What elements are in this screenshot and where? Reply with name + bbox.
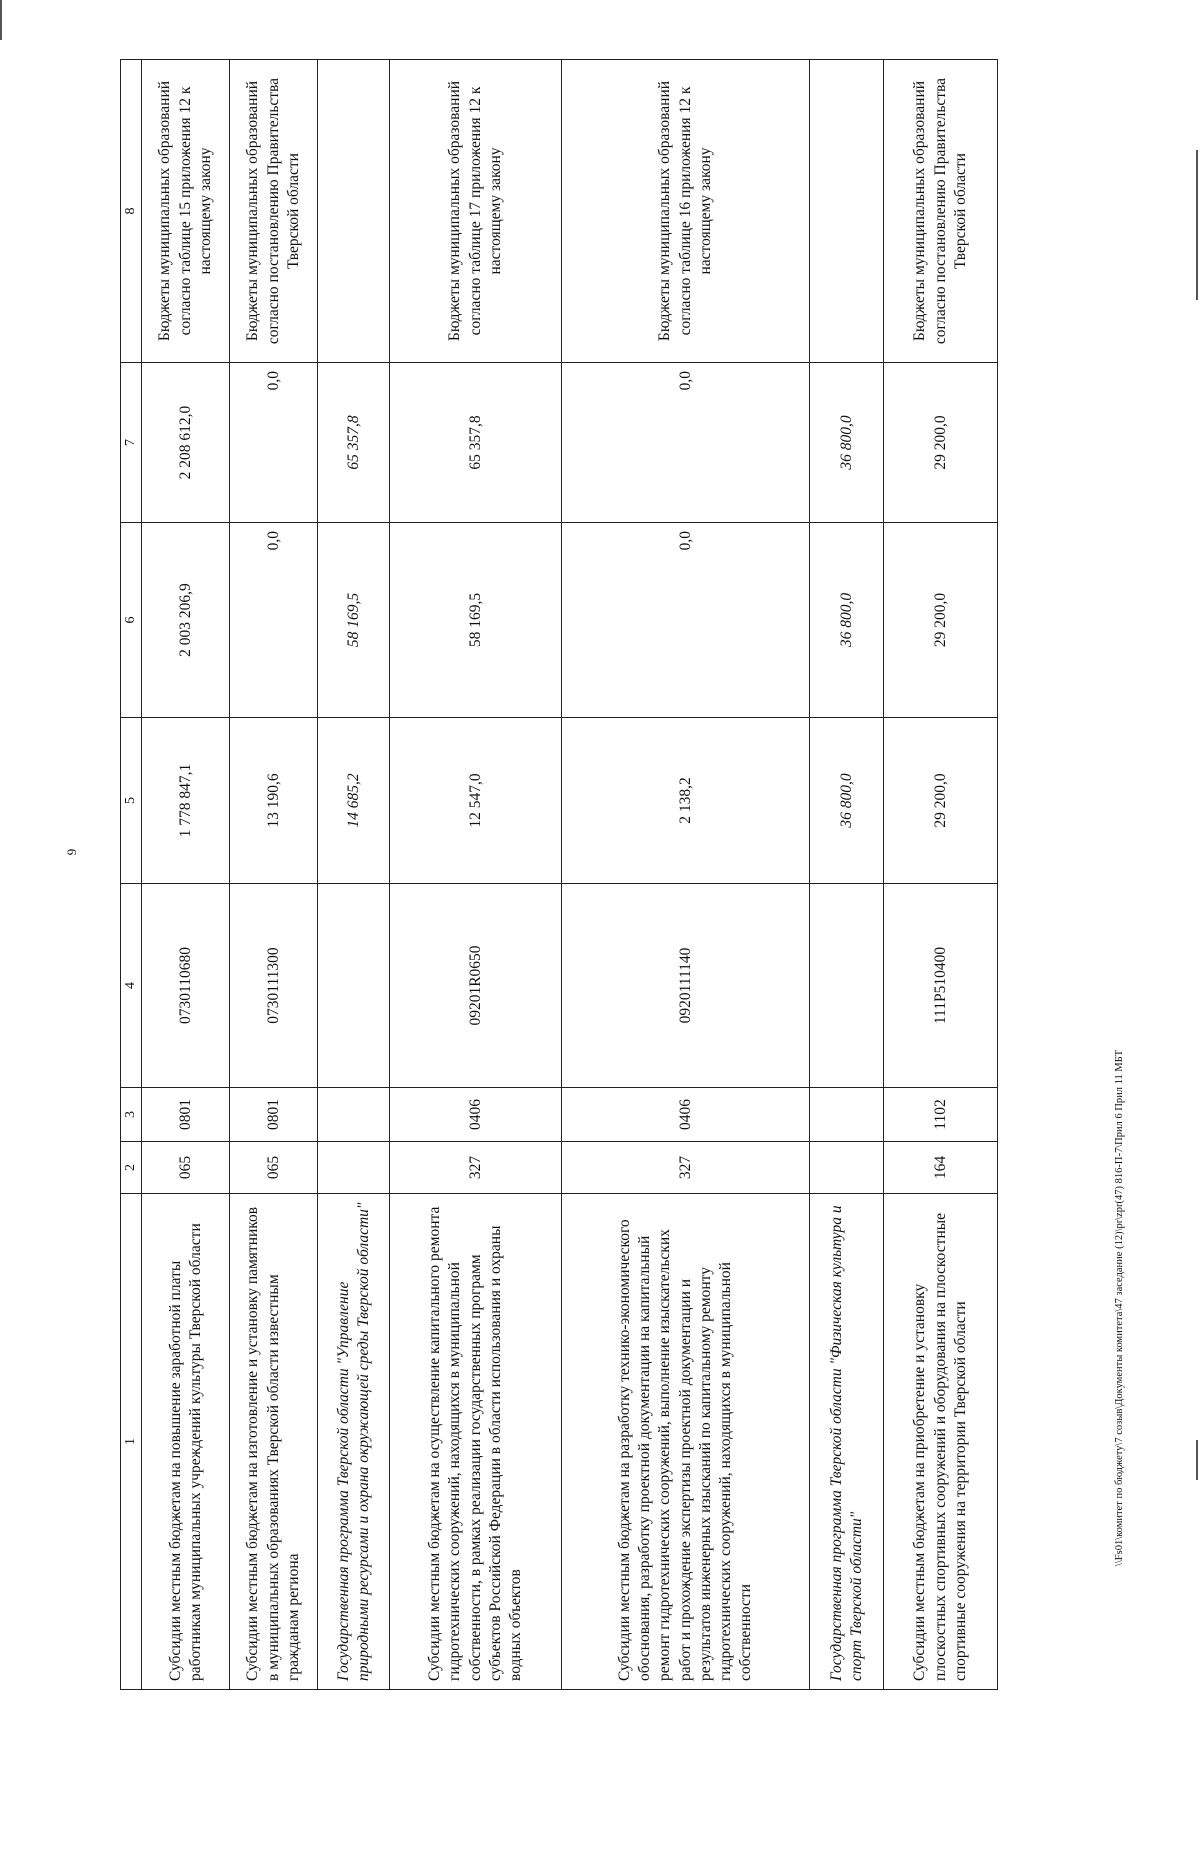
- amount-year-2: 58 169,5: [390, 523, 562, 718]
- binding-mark: [1196, 150, 1198, 300]
- target-code: [318, 884, 390, 1088]
- section-code: [810, 1088, 884, 1142]
- section-code: 1102: [884, 1088, 998, 1142]
- section-code: [318, 1088, 390, 1142]
- admin-code: 065: [142, 1142, 230, 1194]
- section-code: 0801: [230, 1088, 318, 1142]
- row-name: Субсидии местным бюджетам на приобретение и установку плоскостных спортивных сооружений и оборудования на плоскостные спортивные сооружения на территории Тверской области: [884, 1194, 998, 1690]
- admin-code: 065: [230, 1142, 318, 1194]
- amount-year-1: 13 190,6: [230, 718, 318, 884]
- amount-year-1: 12 547,0: [390, 718, 562, 884]
- table-row: [390, 60, 562, 1690]
- program-name: Государственная программа Тверской области "Физическая культура и спорт Тверской области": [810, 1194, 884, 1690]
- program-name: Государственная программа Тверской области "Управление природными ресурсами и охрана окружающей среды Тверской области": [318, 1194, 390, 1690]
- recipient: Бюджеты муниципальных образований согласно таблице 15 приложения 12 к настоящему закону: [142, 60, 230, 363]
- subsidies-table: [120, 59, 998, 1690]
- amount-year-3: 2 208 612,0: [142, 363, 230, 523]
- binding-mark: [1196, 1440, 1198, 1480]
- target-code: 111P510400: [884, 884, 998, 1088]
- recipient: Бюджеты муниципальных образований согласно постановлению Правительства Тверской области: [884, 60, 998, 363]
- amount-year-2: 2 003 206,9: [142, 523, 230, 718]
- column-number-row: [121, 60, 142, 1690]
- amount-year-1: 14 685,2: [318, 718, 390, 884]
- recipient: [318, 60, 390, 363]
- section-code: 0801: [142, 1088, 230, 1142]
- target-code: 0730110680: [142, 884, 230, 1088]
- section-code: 0406: [390, 1088, 562, 1142]
- table-row: [810, 60, 884, 1690]
- admin-code: [318, 1142, 390, 1194]
- section-code: 0406: [562, 1088, 810, 1142]
- amount-year-3: 65 357,8: [390, 363, 562, 523]
- amount-year-3: 0,0: [230, 363, 318, 523]
- row-name: Субсидии местным бюджетам на повышение заработной платы работникам муниципальных учреждений культуры Тверской области: [142, 1194, 230, 1690]
- amount-year-1: 1 778 847,1: [142, 718, 230, 884]
- admin-code: 164: [884, 1142, 998, 1194]
- amount-year-2: 0,0: [230, 523, 318, 718]
- amount-year-1: 36 800,0: [810, 718, 884, 884]
- target-code: 0920111140: [562, 884, 810, 1088]
- column-header: 1: [121, 1194, 142, 1690]
- file-path-footer: \\Fs01\комитет по бюджету\7 созыв\Документы комитета\47 заседание (12)\pr\zpr(47) 816-П-7\Прил 6 Прил 11 МБТ: [1114, 1049, 1125, 1567]
- column-header: 3: [121, 1088, 142, 1142]
- table-row: [230, 60, 318, 1690]
- amount-year-1: 2 138,2: [562, 718, 810, 884]
- table-region: [120, 60, 1120, 1690]
- column-header: 5: [121, 718, 142, 884]
- admin-code: [810, 1142, 884, 1194]
- recipient: [810, 60, 884, 363]
- amount-year-2: 0,0: [562, 523, 810, 718]
- amount-year-1: 29 200,0: [884, 718, 998, 884]
- row-name: Субсидии местным бюджетам на изготовление и установку памятников в муниципальных образованиях Тверской области известным гражданам региона: [230, 1194, 318, 1690]
- table-row: [884, 60, 998, 1690]
- amount-year-3: 29 200,0: [884, 363, 998, 523]
- column-header: 2: [121, 1142, 142, 1194]
- admin-code: 327: [390, 1142, 562, 1194]
- column-header: 7: [121, 363, 142, 523]
- amount-year-2: 58 169,5: [318, 523, 390, 718]
- page-number: 9: [64, 848, 79, 856]
- amount-year-2: 36 800,0: [810, 523, 884, 718]
- recipient: Бюджеты муниципальных образований согласно постановлению Правительства Тверской области: [230, 60, 318, 363]
- amount-year-2: 29 200,0: [884, 523, 998, 718]
- table-row: [318, 60, 390, 1690]
- row-name: Субсидии местным бюджетам на разработку технико-экономического обоснования, разработку проектной документации на капитальный ремонт гидротехнических сооружений, выполнение изыскательских работ и прохождение экспертизы проектной документации и результатов инженерных изысканий по капитальному ремонту гидротехнических сооружений, находящихся в муниципальной собственности: [562, 1194, 810, 1690]
- rotated-table-container: [120, 60, 1120, 1690]
- column-header: 4: [121, 884, 142, 1088]
- column-header: 6: [121, 523, 142, 718]
- target-code: 09201R0650: [390, 884, 562, 1088]
- admin-code: 327: [562, 1142, 810, 1194]
- table-row: [562, 60, 810, 1690]
- table-row: [142, 60, 230, 1690]
- binding-mark: [0, 0, 2, 40]
- column-header: 8: [121, 60, 142, 363]
- amount-year-3: 65 357,8: [318, 363, 390, 523]
- target-code: 0730111300: [230, 884, 318, 1088]
- amount-year-3: 0,0: [562, 363, 810, 523]
- target-code: [810, 884, 884, 1088]
- recipient: Бюджеты муниципальных образований согласно таблице 17 приложения 12 к настоящему закону: [390, 60, 562, 363]
- recipient: Бюджеты муниципальных образований согласно таблице 16 приложения 12 к настоящему закону: [562, 60, 810, 363]
- amount-year-3: 36 800,0: [810, 363, 884, 523]
- row-name: Субсидии местным бюджетам на осуществление капитального ремонта гидротехнических сооружений, находящихся в муниципальной собственности, в рамках реализации государственных программ субъектов Российской Федерации в области использования и охраны водных объектов: [390, 1194, 562, 1690]
